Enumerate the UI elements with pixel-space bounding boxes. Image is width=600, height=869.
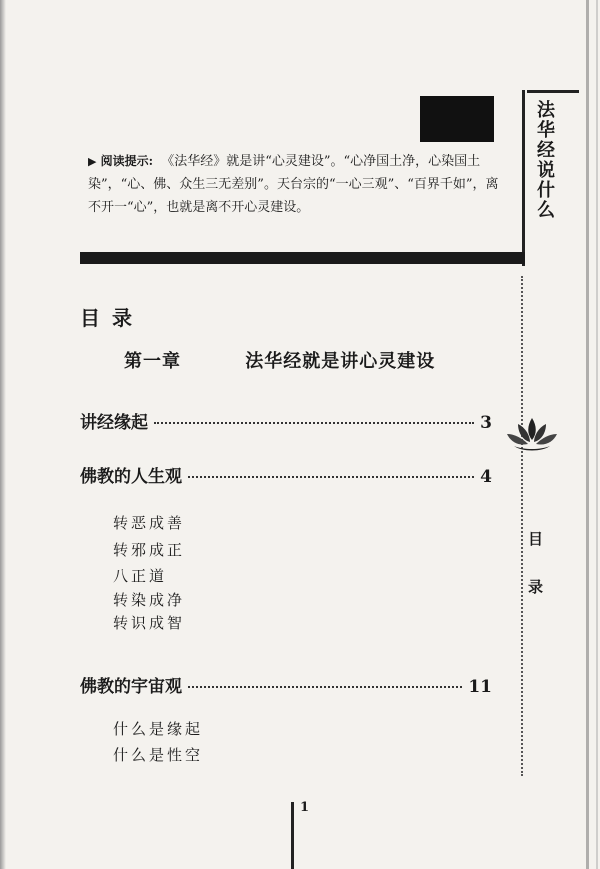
page-number: 1	[300, 800, 310, 815]
running-book-title: 法华经说什么	[534, 100, 555, 220]
frame-vertical-line	[522, 90, 525, 266]
side-label-mu: 目	[528, 530, 544, 548]
header-divider-bar	[80, 252, 525, 264]
page-right-edge	[586, 0, 589, 869]
toc-entry-title: 佛教的人生观	[80, 467, 182, 487]
toc-heading: 目录	[80, 306, 144, 330]
toc-entry[interactable]	[80, 408, 492, 433]
toc-entry[interactable]	[80, 462, 492, 487]
lotus-icon	[504, 414, 560, 454]
toc-entry-page: 3	[480, 413, 492, 433]
toc-entry[interactable]	[80, 672, 492, 697]
page-edge-shadow	[0, 0, 6, 869]
toc-subentry[interactable]: 转识成智	[113, 614, 186, 632]
toc-subentry[interactable]: 转染成净	[113, 591, 186, 609]
triangle-marker-icon: ▶	[88, 155, 97, 168]
chapter-heading	[124, 347, 435, 373]
toc-entry-title: 讲经缘起	[80, 413, 148, 433]
decorative-black-block	[420, 96, 494, 142]
toc-subentry[interactable]: 转恶成善	[113, 514, 186, 532]
toc-entry-title: 佛教的宇宙观	[80, 677, 182, 697]
dotted-vertical-divider	[521, 276, 523, 776]
frame-top-line	[527, 90, 579, 93]
toc-subentry[interactable]: 八正道	[113, 567, 168, 585]
guide-label: 阅读提示:	[100, 154, 154, 168]
toc-subentry[interactable]: 什么是性空	[113, 746, 204, 764]
side-label-lu: 录	[528, 578, 544, 596]
toc-subentry[interactable]: 转邪成正	[113, 541, 186, 559]
chapter-number: 第一章	[124, 351, 181, 372]
toc-entry-page: 4	[480, 467, 492, 487]
chapter-title: 法华经就是讲心灵建设	[245, 351, 436, 372]
guide-text: 《法华经》就是讲“心灵建设”。“心净国土净，心染国土染”，“心、佛、众生三无差别”。天台宗的“一心三观”、“百界千如”，离不开一“心”，也就是离不开心灵建设。	[88, 154, 499, 215]
folio-rule	[291, 802, 294, 869]
leader-dots	[154, 422, 474, 424]
toc-subentry[interactable]: 什么是缘起	[113, 720, 204, 738]
leader-dots	[188, 686, 462, 688]
reading-guide	[88, 150, 508, 219]
leader-dots	[188, 476, 474, 478]
toc-entry-page: 11	[468, 677, 492, 697]
page-right-edge-outer	[596, 0, 598, 869]
